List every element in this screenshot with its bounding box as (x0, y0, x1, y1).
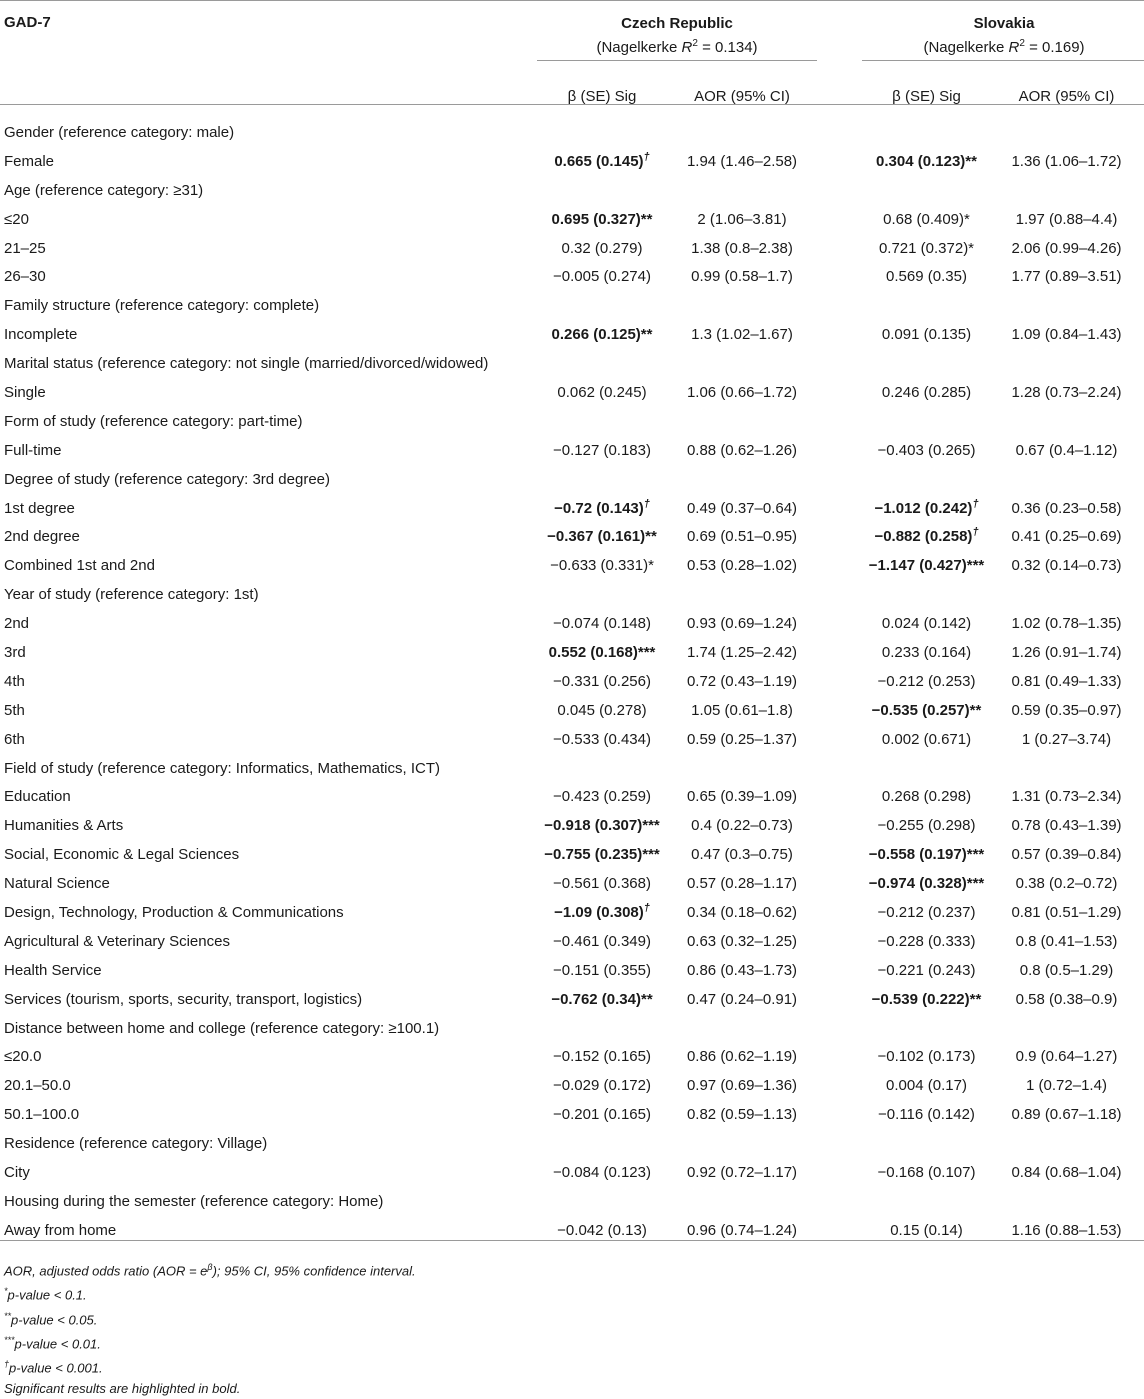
slovakia-aor-cell: 1.02 (0.78–1.35) (1011, 615, 1122, 633)
czech-beta-cell: 0.695 (0.327)** (551, 210, 653, 228)
czech-beta-cell: −0.005 (0.274) (553, 268, 651, 286)
slovakia-aor-cell: 0.78 (0.43–1.39) (1011, 817, 1122, 835)
significance-mark: † (643, 901, 650, 914)
table-row (0, 436, 1144, 465)
czech-beta-cell: −0.367 (0.161)** (547, 528, 657, 546)
slovakia-beta-cell: −0.212 (0.237) (877, 903, 976, 921)
group-header-row (0, 754, 1144, 783)
czech-aor-cell: 0.59 (0.25–1.37) (686, 730, 798, 748)
note-aor: AOR, adjusted odds ratio $(AOR = e^\beta)$; 95% CI, 95% confidence interval. (4, 1262, 416, 1279)
czech-aor-cell: 0.99 (0.58–1.7) (691, 268, 793, 286)
header-row-columns (0, 74, 1144, 118)
country-header-czech (537, 0, 817, 74)
group-header-row (0, 1014, 1144, 1043)
table-bottom-rule (0, 1240, 1144, 1241)
slovakia-beta-cell: 0.004 (0.17) (886, 1077, 967, 1095)
czech-beta-cell: 0.045 (0.278) (557, 701, 647, 719)
czech-beta-cell: −0.151 (0.355) (553, 961, 651, 979)
slovakia-beta-cell: 0.304 (0.123)** (876, 152, 977, 170)
slovakia-aor-cell: 0.57 (0.39–0.84) (1011, 846, 1122, 864)
czech-aor-cell: 0.49 (0.37–0.64) (686, 499, 798, 517)
header-row-countries (0, 0, 1144, 74)
table-row (0, 1158, 1144, 1187)
slovakia-aor-cell: 1.31 (0.73–2.34) (1011, 788, 1122, 806)
czech-header-rule (537, 60, 817, 61)
slovakia-beta-cell: 0.091 (0.135) (881, 326, 972, 344)
col-header-beta: β (SE) Sig (567, 87, 637, 105)
r2-label: (Nagelkerke $R^2 = 0.134$) (596, 38, 758, 56)
row-label: 6th (4, 730, 25, 748)
slovakia-aor-cell: 1.09 (0.84–1.43) (1011, 326, 1122, 344)
group-header-row (0, 407, 1144, 436)
slovakia-aor-cell: 0.67 (0.4–1.12) (1015, 441, 1118, 459)
czech-aor-cell: 1.38 (0.8–2.38) (691, 239, 793, 257)
slovakia-beta-cell: −0.535 (0.257)** (871, 701, 982, 719)
row-label: 50.1–100.0 (4, 1106, 80, 1124)
czech-aor-cell: 0.65 (0.39–1.09) (686, 788, 798, 806)
slovakia-beta-cell: 0.268 (0.298) (881, 788, 972, 806)
czech-beta-cell: −0.633 (0.331)* (550, 557, 654, 575)
slovakia-aor-cell: 1.97 (0.88–4.4) (1015, 210, 1118, 228)
group-header-row (0, 465, 1144, 494)
significance-mark: † (972, 526, 979, 539)
slovakia-beta-cell: 0.68 (0.409)* (883, 210, 970, 228)
czech-aor-cell: 1.06 (0.66–1.72) (686, 383, 798, 401)
slovakia-aor-cell: 1 (0.72–1.4) (1026, 1077, 1107, 1095)
slovakia-aor-cell: 0.8 (0.41–1.53) (1015, 932, 1118, 950)
slovakia-beta-cell: 0.15 (0.14) (890, 1221, 963, 1239)
czech-beta-cell: −0.152 (0.165) (553, 1048, 651, 1066)
table-row (0, 638, 1144, 667)
table-notes (4, 1257, 416, 1399)
group-label: Distance between home and college (reference category: ≥100.1) (4, 1019, 440, 1037)
col-header-beta: β (SE) Sig (892, 87, 961, 105)
slovakia-beta-cell: −0.558 (0.197)*** (868, 846, 985, 864)
slovakia-beta-cell: −0.974 (0.328)*** (868, 875, 985, 893)
row-label: Full-time (4, 441, 62, 459)
czech-aor-cell: 0.97 (0.69–1.36) (686, 1077, 798, 1095)
czech-aor-cell: 0.63 (0.32–1.25) (686, 932, 798, 950)
slovakia-aor-cell: 0.81 (0.51–1.29) (1011, 903, 1122, 921)
slovakia-beta-cell: −0.221 (0.243) (877, 961, 976, 979)
row-label: 5th (4, 701, 25, 719)
slovakia-aor-cell: 0.9 (0.64–1.27) (1015, 1048, 1118, 1066)
row-label: 2nd (4, 615, 30, 633)
czech-aor-cell: 1.74 (1.25–2.42) (686, 643, 798, 661)
row-label: 1st degree (4, 499, 75, 517)
slovakia-aor-cell: 1.26 (0.91–1.74) (1011, 643, 1122, 661)
czech-aor-cell: 0.4 (0.22–0.73) (691, 817, 793, 835)
table-row (0, 378, 1144, 407)
czech-beta-cell: −0.084 (0.123) (553, 1164, 651, 1181)
slovakia-beta-cell: 0.233 (0.164) (881, 643, 972, 661)
czech-aor-cell: 0.96 (0.74–1.24) (686, 1221, 798, 1239)
czech-beta-cell: −0.127 (0.183) (553, 441, 651, 459)
czech-aor-cell: 2 (1.06–3.81) (697, 210, 787, 228)
row-label: 4th (4, 672, 25, 690)
slovakia-aor-cell: 0.84 (0.68–1.04) (1011, 1164, 1122, 1181)
table-row (0, 205, 1144, 234)
group-header-row (0, 176, 1144, 205)
table-row (0, 551, 1144, 580)
row-label: ≤20 (4, 210, 29, 228)
slovakia-aor-cell: 0.8 (0.5–1.29) (1019, 961, 1114, 979)
table-row (0, 1043, 1144, 1072)
group-label: Housing during the semester (reference category: Home) (4, 1192, 384, 1210)
czech-aor-cell: 0.82 (0.59–1.13) (686, 1106, 798, 1124)
row-label: ≤20.0 (4, 1048, 42, 1066)
table-row (0, 494, 1144, 523)
table-row (0, 782, 1144, 811)
row-label: 26–30 (4, 268, 46, 286)
slovakia-aor-cell: 0.81 (0.49–1.33) (1011, 672, 1122, 690)
czech-beta-cell: −0.72 (0.143)† (554, 497, 650, 517)
slovakia-beta-cell: −1.147 (0.427)*** (868, 557, 985, 575)
row-label: Education (4, 788, 71, 806)
country-name: Slovakia (973, 15, 1035, 32)
group-label: Age (reference category: ≥31) (4, 181, 204, 199)
group-label: Marital status (reference category: not single (married/divorced/widowed) (4, 355, 489, 373)
czech-beta-cell: −0.533 (0.434) (553, 730, 651, 748)
group-header-row (0, 349, 1144, 378)
row-label: Social, Economic & Legal Sciences (4, 846, 240, 864)
note-p3: ***p-value < 0.01. (4, 1334, 101, 1352)
czech-aor-cell: 0.88 (0.62–1.26) (686, 441, 798, 459)
czech-aor-cell: 0.34 (0.18–0.62) (686, 903, 798, 921)
czech-beta-cell: 0.062 (0.245) (557, 383, 647, 401)
czech-beta-cell: −0.029 (0.172) (553, 1077, 651, 1095)
table-row (0, 147, 1144, 176)
slovakia-beta-cell: −0.102 (0.173) (877, 1048, 976, 1066)
slovakia-beta-cell: 0.024 (0.142) (881, 615, 972, 633)
significance-mark: † (643, 150, 650, 163)
slovakia-header-rule (862, 60, 1144, 61)
table-row (0, 840, 1144, 869)
note-bold: Significant results are highlighted in bold. (4, 1380, 241, 1396)
table-row (0, 1071, 1144, 1100)
r2-label: (Nagelkerke $R^2 = 0.169$) (923, 38, 1085, 56)
czech-beta-cell: −0.423 (0.259) (553, 788, 651, 806)
row-label: 20.1–50.0 (4, 1077, 71, 1095)
slovakia-aor-cell: 0.36 (0.23–0.58) (1011, 499, 1122, 517)
czech-aor-cell: 0.53 (0.28–1.02) (686, 557, 798, 575)
czech-beta-cell: −0.918 (0.307)*** (544, 817, 660, 835)
czech-aor-cell: 0.92 (0.72–1.17) (686, 1164, 798, 1181)
czech-beta-cell: −0.042 (0.13) (557, 1221, 647, 1239)
czech-aor-cell: 1.05 (0.61–1.8) (691, 701, 793, 719)
slovakia-aor-cell: 0.59 (0.35–0.97) (1011, 701, 1122, 719)
row-label: Design, Technology, Production & Communications (4, 903, 344, 921)
slovakia-aor-cell: 0.38 (0.2–0.72) (1015, 875, 1118, 893)
czech-beta-cell: −0.762 (0.34)** (551, 990, 653, 1008)
row-label: 3rd (4, 643, 26, 661)
group-label: Degree of study (reference category: 3rd degree) (4, 470, 331, 488)
czech-aor-cell: 0.86 (0.62–1.19) (686, 1048, 798, 1066)
table-row (0, 1100, 1144, 1129)
czech-beta-cell: −0.561 (0.368) (553, 875, 651, 893)
czech-beta-cell: −1.09 (0.308)† (554, 901, 650, 921)
czech-aor-cell: 1.94 (1.46–2.58) (686, 152, 798, 170)
czech-beta-cell: −0.461 (0.349) (553, 932, 651, 950)
slovakia-aor-cell: 1.77 (0.89–3.51) (1011, 268, 1122, 286)
czech-aor-cell: 0.47 (0.24–0.91) (686, 990, 798, 1008)
slovakia-aor-cell: 1.28 (0.73–2.24) (1011, 383, 1122, 401)
slovakia-beta-cell: 0.721 (0.372)* (878, 239, 975, 257)
table-row (0, 696, 1144, 725)
slovakia-aor-cell: 0.32 (0.14–0.73) (1011, 557, 1122, 575)
czech-aor-cell: 0.47 (0.3–0.75) (691, 846, 793, 864)
slovakia-beta-cell: −0.212 (0.253) (877, 672, 976, 690)
table-row (0, 869, 1144, 898)
group-header-row (0, 580, 1144, 609)
row-label: Away from home (4, 1221, 117, 1239)
table-row (0, 609, 1144, 638)
country-header-slovakia (864, 0, 1144, 74)
czech-aor-cell: 0.57 (0.28–1.17) (686, 875, 798, 893)
table-row (0, 811, 1144, 840)
row-label: Agricultural & Veterinary Sciences (4, 932, 230, 950)
slovakia-aor-cell: 0.41 (0.25–0.69) (1011, 528, 1122, 546)
slovakia-beta-cell: −0.539 (0.222)** (871, 990, 982, 1008)
group-header-row (0, 118, 1144, 147)
slovakia-aor-cell: 0.89 (0.67–1.18) (1011, 1106, 1122, 1124)
note-p4: †p-value < 0.001. (4, 1359, 103, 1376)
col-header-aor: AOR (95% CI) (1018, 87, 1115, 105)
slovakia-beta-cell: −1.012 (0.242)† (874, 497, 979, 517)
czech-beta-cell: 0.32 (0.279) (561, 239, 643, 257)
slovakia-aor-cell: 0.58 (0.38–0.9) (1015, 990, 1118, 1008)
row-label: Humanities & Arts (4, 817, 124, 835)
significance-mark: † (972, 497, 979, 510)
row-label: City (4, 1164, 30, 1181)
czech-beta-cell: −0.201 (0.165) (553, 1106, 651, 1124)
table-row (0, 234, 1144, 263)
note-p1: *p-value < 0.1. (4, 1286, 87, 1303)
czech-beta-cell: −0.331 (0.256) (553, 672, 651, 690)
row-label: Incomplete (4, 326, 78, 344)
table-row (0, 667, 1144, 696)
slovakia-aor-cell: 1 (0.27–3.74) (1021, 730, 1112, 748)
table-row (0, 725, 1144, 754)
table-row (0, 522, 1144, 551)
row-label: Combined 1st and 2nd (4, 557, 155, 575)
group-header-row (0, 1187, 1144, 1216)
slovakia-aor-cell: 1.36 (1.06–1.72) (1011, 152, 1122, 170)
table-row (0, 956, 1144, 985)
slovakia-beta-cell: 0.246 (0.285) (881, 383, 972, 401)
group-label: Gender (reference category: male) (4, 123, 235, 141)
slovakia-beta-cell: −0.255 (0.298) (877, 817, 976, 835)
group-label: Family structure (reference category: complete) (4, 297, 320, 315)
group-header-row (0, 1129, 1144, 1158)
table-row (0, 927, 1144, 956)
czech-beta-cell: 0.266 (0.125)** (551, 326, 653, 344)
slovakia-beta-cell: −0.403 (0.265) (877, 441, 976, 459)
slovakia-beta-cell: −0.882 (0.258)† (874, 526, 979, 546)
czech-aor-cell: 1.3 (1.02–1.67) (691, 326, 793, 344)
czech-aor-cell: 0.69 (0.51–0.95) (686, 528, 798, 546)
czech-aor-cell: 0.72 (0.43–1.19) (686, 672, 798, 690)
slovakia-beta-cell: −0.168 (0.107) (877, 1164, 976, 1181)
slovakia-beta-cell: 0.569 (0.35) (886, 268, 967, 286)
czech-beta-cell: 0.665 (0.145)† (554, 150, 650, 170)
note-p2: **p-value < 0.05. (4, 1310, 98, 1327)
slovakia-beta-cell: 0.002 (0.671) (881, 730, 972, 748)
row-label: Single (4, 383, 46, 401)
czech-beta-cell: 0.552 (0.168)*** (548, 643, 656, 661)
country-name: Czech Republic (621, 15, 733, 32)
czech-aor-cell: 0.86 (0.43–1.73) (686, 961, 798, 979)
slovakia-beta-cell: −0.116 (0.142) (878, 1106, 975, 1124)
table-row (0, 985, 1144, 1014)
czech-beta-cell: −0.755 (0.235)*** (544, 846, 660, 864)
header-bottom-rule (0, 104, 1144, 105)
row-label: Services (tourism, sports, security, transport, logistics) (4, 990, 363, 1008)
table-row (0, 898, 1144, 927)
row-label: Female (4, 152, 55, 170)
group-header-row (0, 291, 1144, 320)
slovakia-aor-cell: 2.06 (0.99–4.26) (1011, 239, 1122, 257)
col-header-aor: AOR (95% CI) (694, 87, 790, 105)
table-title: GAD-7 (4, 14, 51, 31)
table-row (0, 320, 1144, 349)
group-label: Year of study (reference category: 1st) (4, 586, 259, 604)
czech-aor-cell: 0.93 (0.69–1.24) (686, 615, 798, 633)
row-label: 2nd degree (4, 528, 80, 546)
row-label: 21–25 (4, 239, 46, 257)
group-label: Field of study (reference category: Informatics, Mathematics, ICT) (4, 759, 440, 777)
group-label: Residence (reference category: Village) (4, 1135, 268, 1153)
group-label: Form of study (reference category: part-time) (4, 412, 303, 430)
row-label: Natural Science (4, 875, 110, 893)
czech-beta-cell: −0.074 (0.148) (553, 615, 651, 633)
row-label: Health Service (4, 961, 102, 979)
table-row (0, 262, 1144, 291)
slovakia-aor-cell: 1.16 (0.88–1.53) (1011, 1221, 1122, 1239)
slovakia-beta-cell: −0.228 (0.333) (877, 932, 976, 950)
significance-mark: † (643, 497, 650, 510)
